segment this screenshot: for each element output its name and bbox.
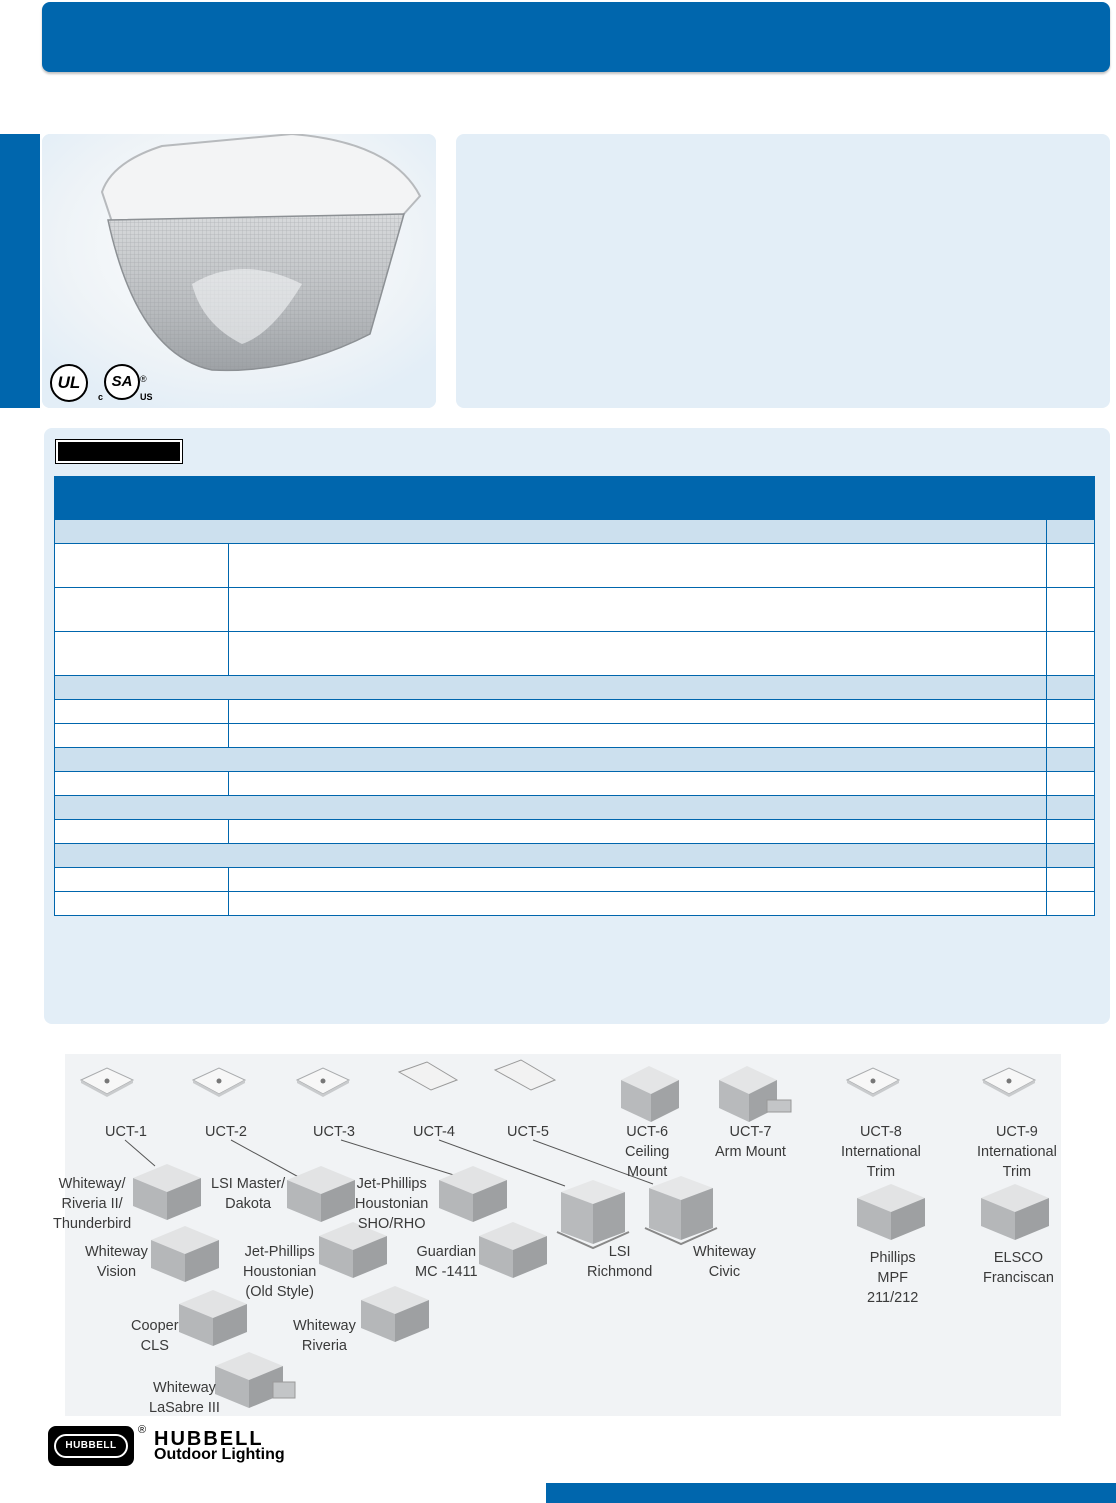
description-panel	[456, 134, 1110, 408]
table-category-row	[55, 796, 1095, 820]
table-row	[55, 892, 1095, 916]
compat-label-uct-2: UCT-2	[205, 1124, 247, 1140]
table-row	[55, 632, 1095, 676]
table-row	[55, 588, 1095, 632]
fixture-label: ELSCO Franciscan	[983, 1250, 1054, 1286]
csa-c-mark: c	[98, 392, 104, 402]
fixture-label: LSI Master/ Dakota	[211, 1176, 286, 1212]
fixture-label: Guardian MC -1411	[415, 1244, 478, 1280]
registered-mark: ®	[138, 1424, 147, 1436]
table-row	[55, 868, 1095, 892]
compat-label-uct-1: UCT-1	[105, 1124, 147, 1140]
brand-subtitle: Outdoor Lighting	[154, 1446, 285, 1463]
fixture-label: Whiteway Riveria	[293, 1318, 356, 1354]
table-category-row	[55, 520, 1095, 544]
ordering-badge	[56, 440, 182, 463]
fixture-label: Jet-Phillips Houstonian SHO/RHO	[355, 1176, 429, 1232]
table-header-cell	[1047, 477, 1095, 520]
compat-label-uct-8: UCT-8 International Trim	[841, 1124, 921, 1180]
fixture-label: Whiteway Civic	[693, 1244, 756, 1280]
table-category-row	[55, 748, 1095, 772]
compat-label-uct-7: UCT-7 Arm Mount	[715, 1124, 786, 1160]
compat-label-uct-9: UCT-9 International Trim	[977, 1124, 1057, 1180]
compat-label-uct-4: UCT-4	[413, 1124, 455, 1140]
brand-name: HUBBELL	[154, 1428, 264, 1450]
ordering-table	[54, 476, 1095, 916]
canopy-fixture-image	[42, 134, 436, 408]
side-tab	[0, 134, 40, 408]
compat-label-uct-3: UCT-3	[313, 1124, 355, 1140]
diagram-artwork	[65, 1054, 1061, 1416]
fixture-label: LSI Richmond	[587, 1244, 653, 1280]
fixture-label: Whiteway LaSabre III	[149, 1380, 220, 1416]
header-bar	[42, 2, 1110, 72]
table-row	[55, 724, 1095, 748]
ul-logo: UL	[50, 364, 88, 402]
hubbell-logo	[48, 1426, 134, 1466]
table-header-cell	[55, 477, 229, 520]
compat-label-uct-5: UCT-5	[507, 1124, 549, 1140]
fixture-label: Phillips MPF 211/212	[867, 1250, 919, 1306]
table-row	[55, 772, 1095, 796]
footer-bar	[546, 1483, 1116, 1503]
table-category-row	[55, 676, 1095, 700]
table-category-row	[55, 844, 1095, 868]
table-header-cell	[229, 477, 1047, 520]
product-photo-panel	[42, 134, 436, 408]
compat-label-uct-6: UCT-6 Ceiling Mount	[625, 1124, 670, 1180]
csa-us-mark: US	[140, 392, 153, 402]
fixture-label: Whiteway Vision	[85, 1244, 148, 1280]
table-row	[55, 544, 1095, 588]
retrofit-compatibility-diagram	[53, 1054, 1061, 1416]
table-header-row	[55, 477, 1095, 520]
csa-reg-mark: ®	[140, 374, 147, 384]
table-row	[55, 820, 1095, 844]
fixture-label: Cooper CLS	[131, 1318, 179, 1354]
hubbell-logo-text: HUBBELL	[54, 1434, 128, 1458]
fixture-label: Whiteway/ Riveria II/ Thunderbird	[53, 1176, 132, 1232]
csa-logo: SA	[104, 364, 140, 400]
table-row	[55, 700, 1095, 724]
fixture-label: Jet-Phillips Houstonian (Old Style)	[243, 1244, 317, 1300]
